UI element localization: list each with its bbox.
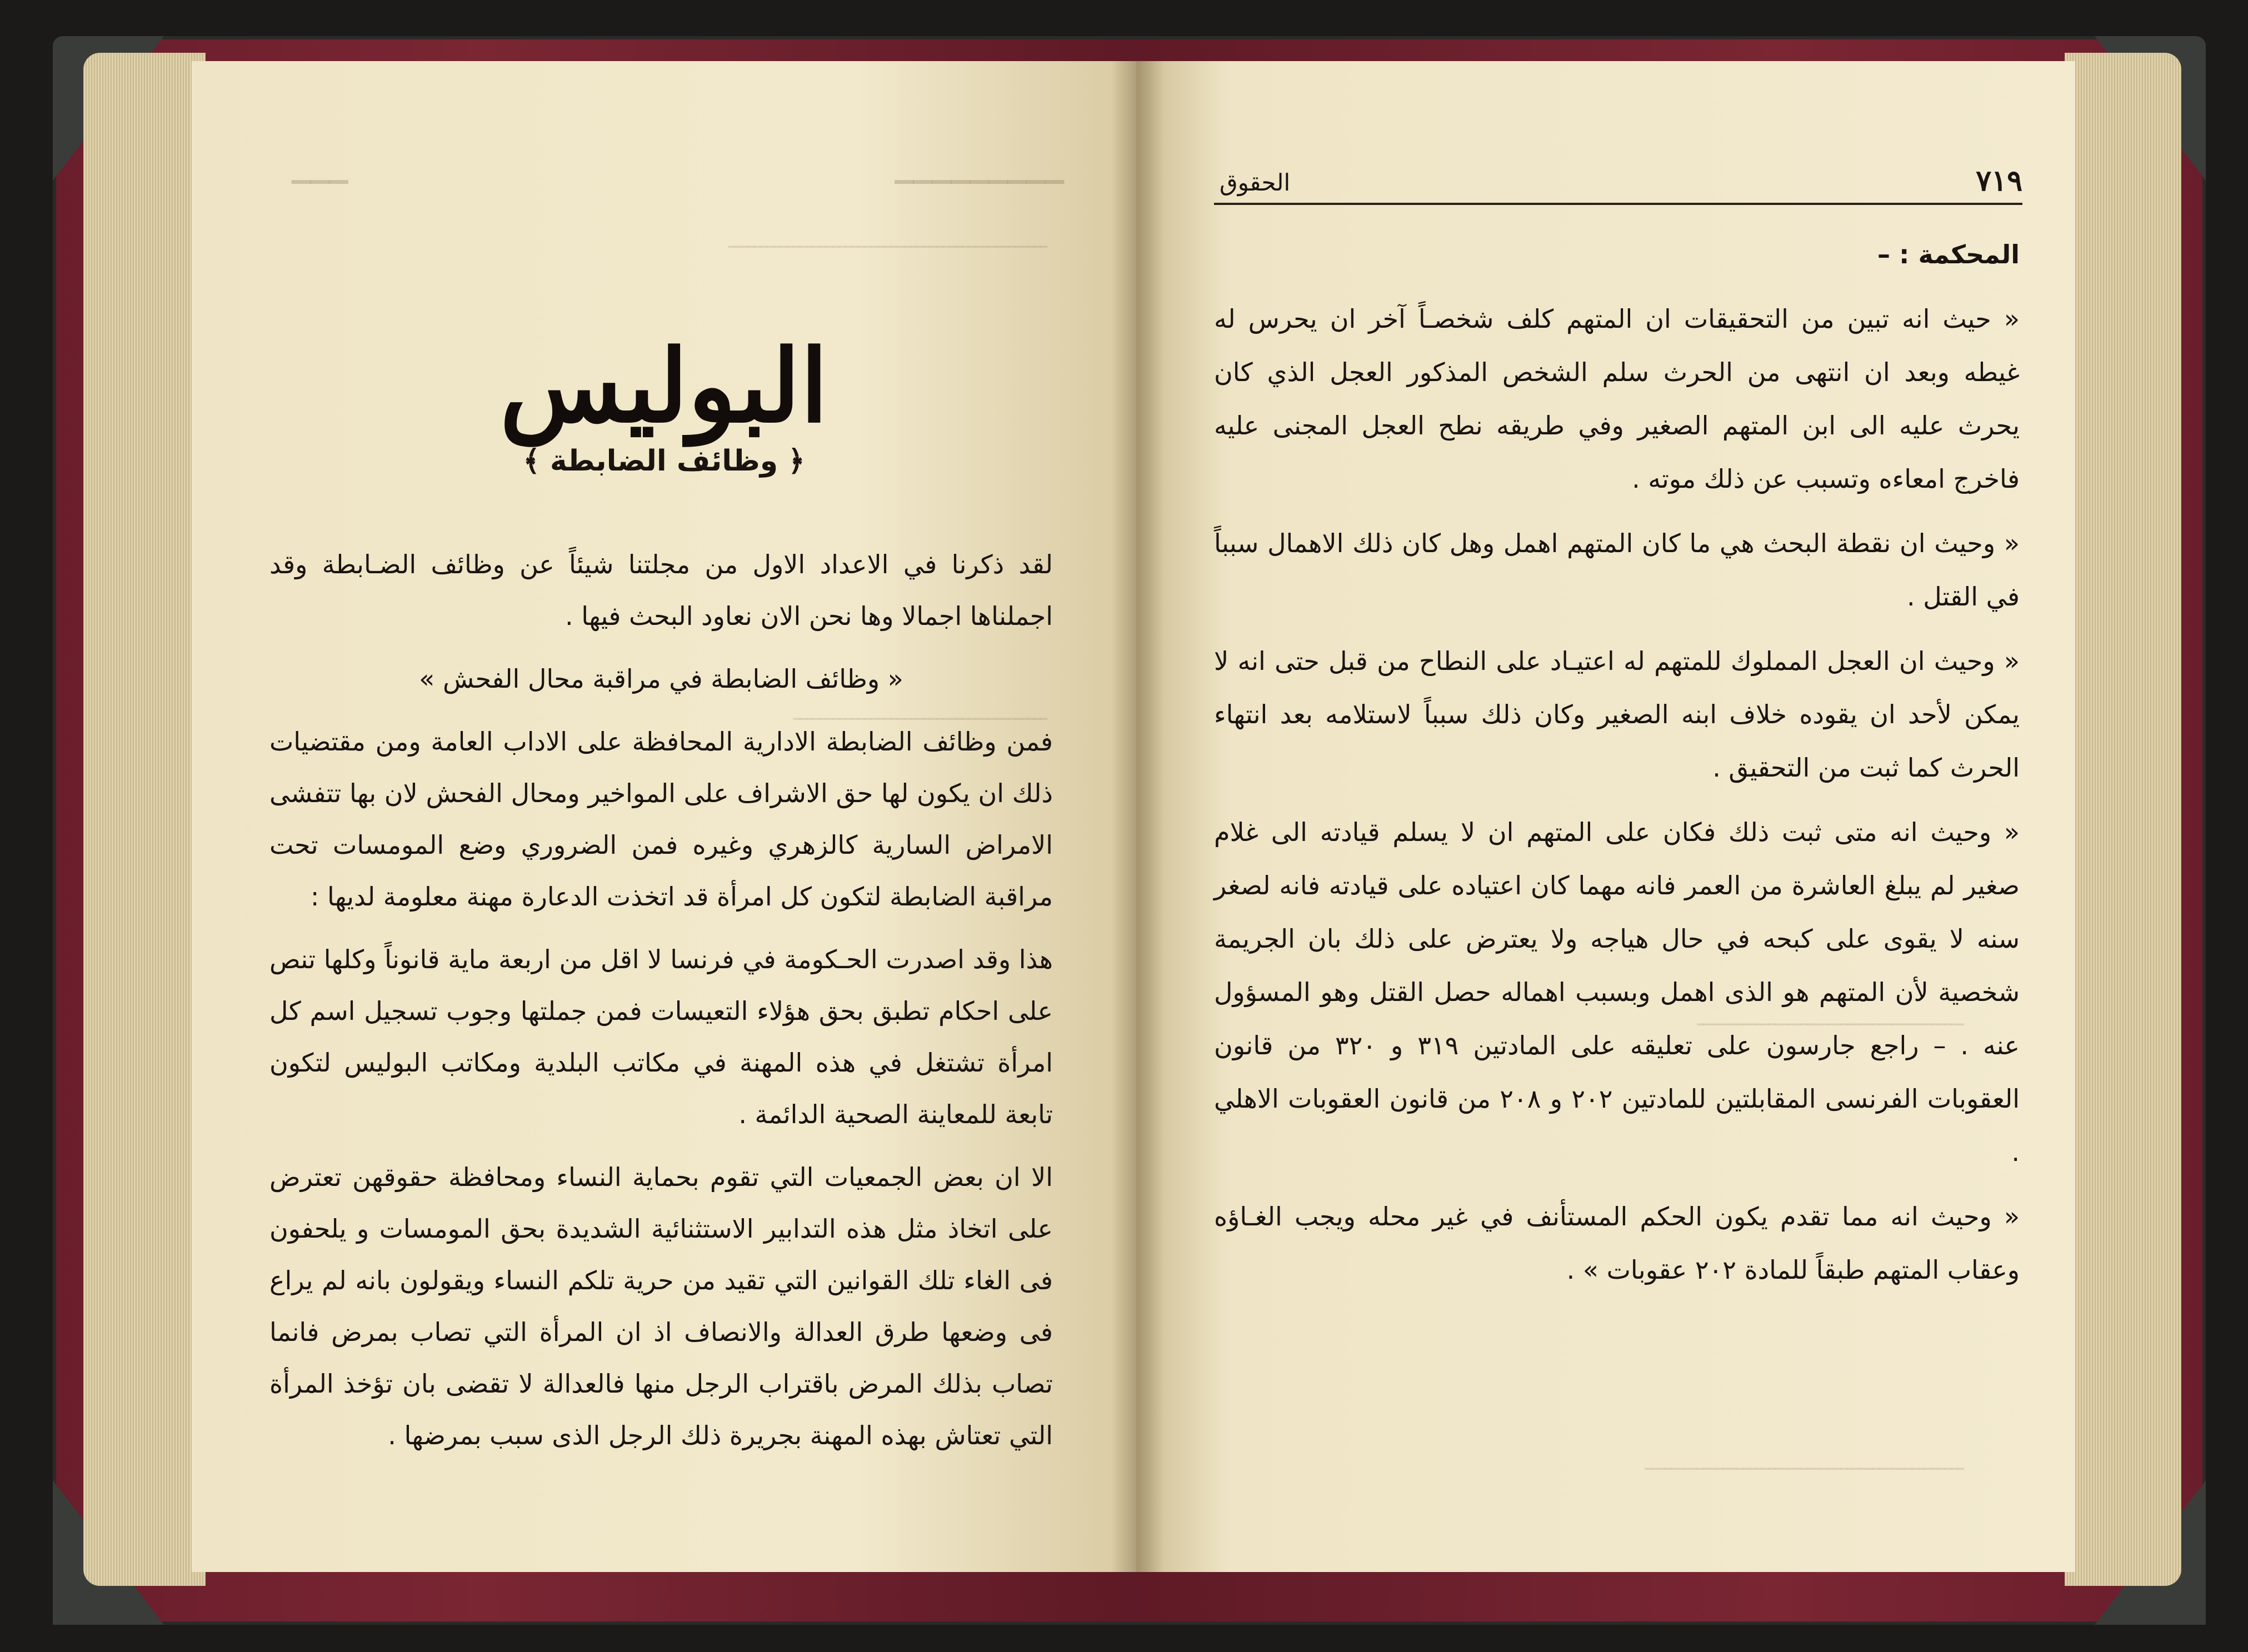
body-paragraph: « وحيث ان نقطة البحث هي ما كان المتهم اهمل وهل كان ذلك الاهمال سبباً في القتل . xyxy=(1214,528,2020,612)
article-title: البوليس xyxy=(499,328,828,445)
left-page xyxy=(192,61,1136,1572)
book-gutter xyxy=(1111,61,1164,1572)
page-number: ٧١٩ xyxy=(1976,164,2022,198)
intro-paragraph: لقد ذكرنا في الاعداد الاول من مجلتنا شيئاً عن وظائف الضـابطة وقد اجملناها اجمالا وها نحن الان نعاود البحث فيها . xyxy=(269,549,1053,631)
right-text-block xyxy=(1214,228,2020,1308)
body-paragraph: « حيث انه تبين من التحقيقات ان المتهم كلف شخصـاً آخر ان يحرس له غيطه وبعد ان انتهى من الحرث سلم الشخص المذكور العجل الذي كان يحرث عليه الى ابن المتهم الصغير وفي طريقه نطح العجل المجنى عليه فاخرج امعاءه وتسبب عن ذلك موته . xyxy=(1214,304,2020,494)
body-paragraph: « وحيث ان العجل المملوك للمتهم له اعتيـاد على النطاح من قبل حتى انه لا يمكن لأحد ان يقوده خلاف ابنه الصغير وكان ذلك سبباً لاستلامه بعد انتهاء الحرث كما ثبت من التحقيق . xyxy=(1214,646,2020,783)
bleed-through-text: ـــــــــــــــــــــــــــــــــــــــــــــــــ xyxy=(1645,1450,1964,1475)
section-label: المحكمة : – xyxy=(1877,239,2020,269)
body-paragraph: الا ان بعض الجمعيات التي تقوم بحماية النساء ومحافظة حقوقهن تعترض على اتخاذ مثل هذه التدابير الاستثنائية الشديدة بحق المومسات و يلحفون فى الغاء تلك القوانين التي تقيد من حرية تلكم النساء ويقولون بانه لم يراع فى وضعها طرق العدالة والانصاف اذ ان المرأة التي تصاب بمرض فانما تصاب بذلك المرض باقتراب الرجل منها فالعدالة لا تقضى بان تؤخذ المرأة التي تعتاش بهذه المهنة بجريرة ذلك الرجل الذى سبب بمرضها . xyxy=(269,1162,1053,1450)
bleed-through-header: ▁▁▁▁▁▁▁▁▁ ▁▁▁ xyxy=(292,156,1064,184)
left-text-block xyxy=(269,539,1053,1473)
article-subtitle: ﴿ وظائف الضابطة ﴾ xyxy=(523,444,805,478)
right-page xyxy=(1136,61,2075,1572)
page-edges-right xyxy=(2065,53,2181,1586)
body-paragraph: فمن وظائف الضابطة الادارية المحافظة على الاداب العامة ومن مقتضيات ذلك ان يكون لها حق الاشراف على المواخير ومحال الفحش لان بها تتفشى الامراض السارية كالزهري وغيره فمن الضروري وضع المومسات تحت مراقبة الضابطة لتكون كل امرأة قد اتخذت الدعارة مهنة معلومة لديها : xyxy=(269,727,1053,912)
body-paragraph: « وحيث انه متى ثبت ذلك فكان على المتهم ان لا يسلم قيادته الى غلام صغير لم يبلغ العاشرة من العمر فانه مهما كان اعتياده على قيادته فانه لصغر سنه لا يقوى على كبحه في حال هياجه ولا يعترض على ذلك بان الجريمة شخصية لأن المتهم هو الذى اهمل وبسبب اهماله حصل القتل وهو المسؤول عنه . – راجع جارسون على تعليقه على المادتين ٣١٩ و ٣٢٠ من قانون العقوبات الفرنسى المقابلتين للمادتين ٢٠٢ و ٢٠٨ من قانون العقوبات الاهلي . xyxy=(1214,817,2020,1167)
page-edges-left xyxy=(83,53,206,1586)
bleed-through-text: ـــــــــــــــــــــــــــــــــــــــ xyxy=(793,700,1047,725)
running-header xyxy=(1220,164,2022,198)
header-rule xyxy=(1214,203,2022,205)
bleed-through-text: ـــــــــــــــــــــــــــــــــــــــــــــــــ xyxy=(728,228,1047,253)
body-paragraph: « وحيث انه مما تقدم يكون الحكم المستأنف في غير محله ويجب الغـاؤه وعقاب المتهم طبقاً للمادة ٢٠٢ عقوبات » . xyxy=(1214,1202,2020,1285)
section-heading: « وظائف الضابطة في مراقبة محال الفحش » xyxy=(419,664,903,694)
bleed-through-text: ـــــــــــــــــــــــــــــــــــــــــ xyxy=(1697,1005,1964,1031)
body-paragraph: هذا وقد اصدرت الحـكومة في فرنسا لا اقل من اربعة ماية قانوناً وكلها تنص على احكام تطبق بحق هؤلاء التعيسات فمن جملتها وجوب تسجيل اسم كل امرأة تشتغل في هذه المهنة في مكاتب البلدية ومكاتب البوليس لتكون تابعة للمعاينة الصحية الدائمة . xyxy=(269,944,1053,1129)
running-title: الحقوق xyxy=(1220,169,1291,196)
